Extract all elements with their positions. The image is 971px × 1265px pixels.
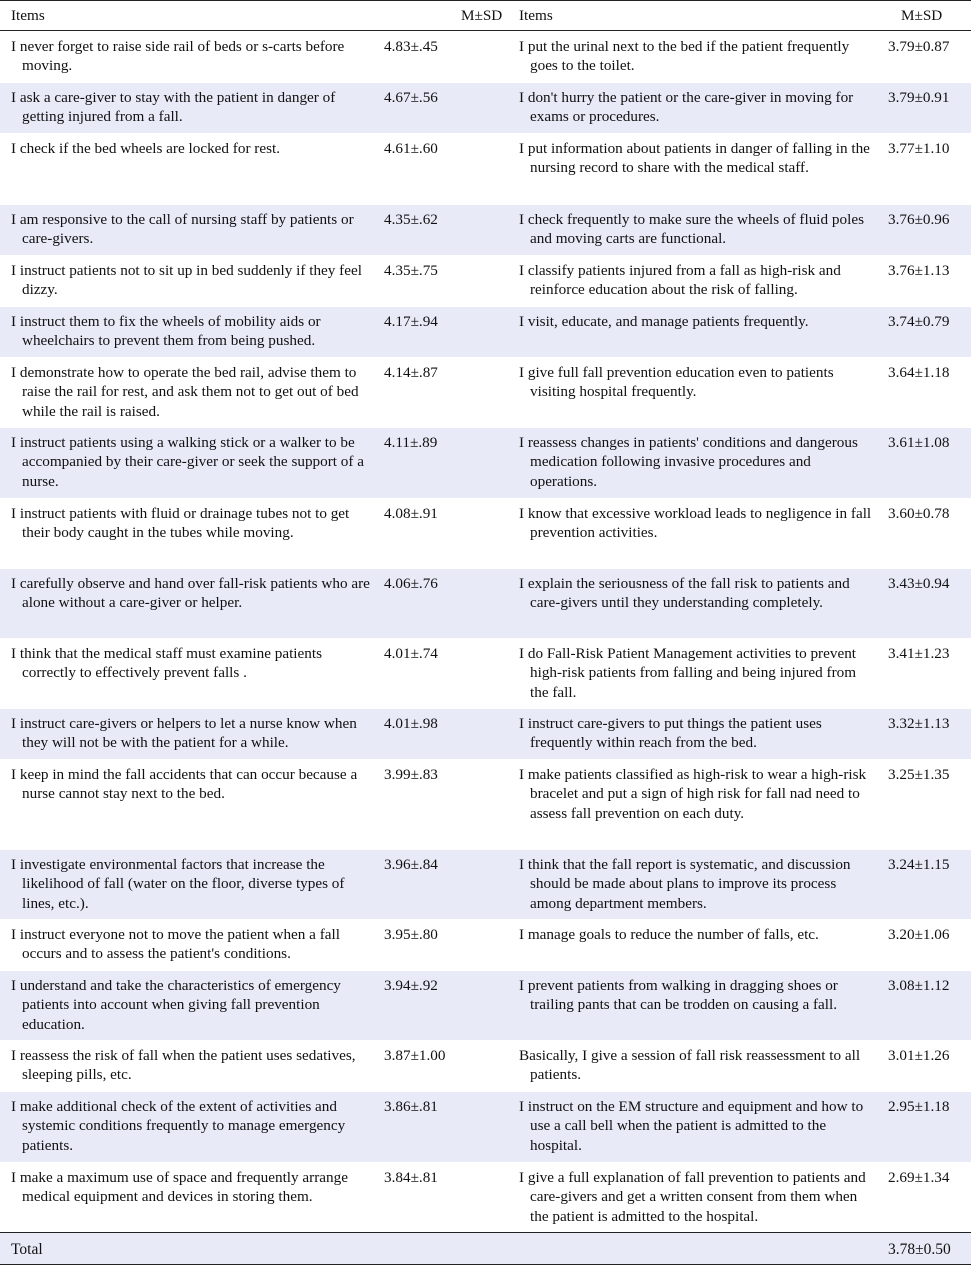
header-msd-2: M±SD: [901, 7, 943, 24]
left-item-text: I make additional check of the extent of activities and systemic conditions frequently to manage emergency patients.: [11, 1098, 346, 1154]
right-msd-value: 3.74±0.79: [888, 313, 950, 330]
left-item-cell: [0, 760, 376, 849]
left-item-text: I instruct patients using a walking stick or a walker to be accompanied by their care-giver or seek the support of a nurse.: [11, 434, 364, 490]
right-item-text: I put the urinal next to the bed if the patient frequently goes to the toilet.: [519, 38, 850, 75]
right-item-text: I instruct on the EM structure and equipment and how to use a call bell when the patient is admitted to the hospital.: [519, 1098, 864, 1154]
left-msd-value: 3.95±.80: [384, 926, 438, 943]
left-item-cell: [0, 358, 376, 427]
left-msd-value: 4.83±.45: [384, 38, 438, 55]
table-row: [0, 568, 971, 638]
left-msd-value: 4.35±.62: [384, 211, 438, 228]
left-item-text: I ask a care-giver to stay with the patient in danger of getting injured from a fall.: [11, 89, 336, 126]
right-msd-value: 3.43±0.94: [888, 575, 950, 592]
right-item-text: I put information about patients in danger of falling in the nursing record to share with the medical staff.: [519, 140, 870, 177]
table-body: [0, 31, 971, 1232]
right-item-text: I know that excessive workload leads to negligence in fall prevention activities.: [519, 505, 872, 542]
table-row: [0, 638, 971, 708]
total-right-empty: [511, 1233, 880, 1264]
left-item-cell: [0, 639, 376, 708]
left-msd-value: 4.35±.75: [384, 262, 438, 279]
table-row: [0, 133, 971, 204]
total-row: [0, 1232, 971, 1264]
left-item-cell: [0, 83, 376, 133]
right-msd-value: 3.60±0.78: [888, 505, 950, 522]
left-item-text: I instruct patients not to sit up in bed suddenly if they feel dizzy.: [11, 262, 362, 299]
right-msd-value: 3.76±1.13: [888, 262, 950, 279]
table-row: [0, 970, 971, 1040]
left-msd-value: 3.86±.81: [384, 1098, 438, 1115]
left-item-cell: [0, 569, 376, 638]
right-item-cell: [511, 205, 880, 255]
right-msd-value: 3.64±1.18: [888, 364, 950, 381]
right-msd-value: 3.20±1.06: [888, 926, 950, 943]
right-item-text: I don't hurry the patient or the care-giver in moving for exams or procedures.: [519, 89, 854, 126]
right-item-text: I classify patients injured from a fall as high-risk and reinforce education about the risk of falling.: [519, 262, 841, 299]
right-item-text: I give full fall prevention education even to patients visiting hospital frequently.: [519, 364, 834, 401]
table-row: [0, 1091, 971, 1162]
header-items: Items: [11, 7, 45, 24]
right-item-cell: [511, 639, 880, 708]
table-row: [0, 708, 971, 759]
left-item-cell: [0, 920, 376, 970]
right-item-text: I think that the fall report is systematic, and discussion should be made about plans to improve its process among department members.: [519, 856, 851, 912]
left-item-text: I investigate environmental factors that increase the likelihood of fall (water on the floor, diverse types of lines, etc.).: [11, 856, 345, 912]
table-row: [0, 498, 971, 568]
right-item-cell: [511, 1092, 880, 1162]
right-item-cell: [511, 428, 880, 498]
left-item-cell: [0, 499, 376, 568]
left-msd-value: 4.11±.89: [384, 434, 438, 451]
left-item-text: I instruct patients with fluid or drainage tubes not to get their body caught in the tubes while moving.: [11, 505, 350, 542]
table-row: [0, 204, 971, 255]
table-row: [0, 759, 971, 849]
left-item-cell: [0, 428, 376, 498]
right-msd-value: 3.08±1.12: [888, 977, 950, 994]
table-row: [0, 1162, 971, 1232]
right-item-cell: [511, 1041, 880, 1091]
right-msd-value: 3.61±1.08: [888, 434, 950, 451]
left-item-cell: [0, 709, 376, 759]
right-msd-value: 3.32±1.13: [888, 715, 950, 732]
left-item-cell: [0, 134, 376, 204]
left-item-cell: [0, 971, 376, 1040]
table-row: [0, 82, 971, 133]
table-header: [0, 1, 971, 31]
right-item-cell: [511, 358, 880, 427]
left-msd-value: 4.06±.76: [384, 575, 438, 592]
right-item-cell: [511, 760, 880, 849]
left-item-text: I instruct everyone not to move the patient when a fall occurs and to assess the patient's conditions.: [11, 926, 340, 963]
right-item-text: Basically, I give a session of fall risk reassessment to all patients.: [519, 1047, 861, 1084]
total-label: Total: [11, 1241, 43, 1258]
left-item-text: I never forget to raise side rail of beds or s-carts before moving.: [11, 38, 345, 75]
left-item-cell: [0, 850, 376, 919]
right-item-cell: [511, 850, 880, 919]
right-item-text: I give a full explanation of fall prevention to patients and care-givers and get a written consent from them when the patient is admitted to the hospital.: [519, 1169, 866, 1225]
left-msd-value: 4.01±.98: [384, 715, 438, 732]
right-item-text: I make patients classified as high-risk to wear a high-risk bracelet and put a sign of high risk for fall nad need to assess fall prevention on each duty.: [519, 766, 867, 822]
left-msd-value: 4.14±.87: [384, 364, 438, 381]
left-item-text: I reassess the risk of fall when the patient uses sedatives, sleeping pills, etc.: [11, 1047, 356, 1084]
left-item-cell: [0, 205, 376, 255]
right-item-cell: [511, 1163, 880, 1232]
total-left-empty: [376, 1233, 511, 1264]
right-msd-value: 3.77±1.10: [888, 140, 950, 157]
left-msd-value: 4.61±.60: [384, 140, 438, 157]
left-msd-value: 3.94±.92: [384, 977, 438, 994]
total-value: 3.78±0.50: [888, 1241, 951, 1258]
left-item-text: I keep in mind the fall accidents that can occur because a nurse cannot stay next to the bed.: [11, 766, 358, 803]
header-msd: M±SD: [461, 7, 503, 24]
right-item-text: I prevent patients from walking in dragging shoes or trailing pants that can be trodden on causing a fall.: [519, 977, 838, 1014]
right-msd-value: 3.79±0.91: [888, 89, 950, 106]
header-items-2: Items: [519, 7, 553, 24]
left-msd-value: 3.84±.81: [384, 1169, 438, 1186]
right-item-cell: [511, 134, 880, 204]
left-msd-value: 3.87±1.00: [384, 1047, 446, 1064]
table-row: [0, 1040, 971, 1091]
left-msd-value: 3.99±.83: [384, 766, 438, 783]
table-row: [0, 306, 971, 357]
right-item-text: I manage goals to reduce the number of falls, etc.: [519, 926, 819, 943]
right-item-text: I reassess changes in patients' conditions and dangerous medication following invasive procedures and operations.: [519, 434, 858, 490]
right-msd-value: 2.95±1.18: [888, 1098, 950, 1115]
right-item-cell: [511, 971, 880, 1040]
left-msd-value: 4.08±.91: [384, 505, 438, 522]
table-row: [0, 357, 971, 427]
left-item-cell: [0, 1092, 376, 1162]
right-item-cell: [511, 569, 880, 638]
left-item-text: I understand and take the characteristics of emergency patients into account when giving fall prevention education.: [11, 977, 341, 1033]
left-item-cell: [0, 1041, 376, 1091]
right-item-cell: [511, 920, 880, 970]
table-row: [0, 255, 971, 306]
right-item-cell: [511, 32, 880, 82]
left-item-text: I instruct them to fix the wheels of mobility aids or wheelchairs to prevent them from being pushed.: [11, 313, 321, 350]
right-item-cell: [511, 83, 880, 133]
table-row: [0, 849, 971, 919]
right-item-text: I visit, educate, and manage patients frequently.: [519, 313, 809, 330]
left-item-text: I think that the medical staff must examine patients correctly to effectively prevent falls .: [11, 645, 322, 682]
right-msd-value: 3.76±0.96: [888, 211, 950, 228]
right-item-cell: [511, 499, 880, 568]
left-item-text: I check if the bed wheels are locked for rest.: [11, 140, 281, 157]
right-msd-value: 3.41±1.23: [888, 645, 950, 662]
left-msd-value: 4.67±.56: [384, 89, 438, 106]
left-item-cell: [0, 256, 376, 306]
right-msd-value: 3.79±0.87: [888, 38, 950, 55]
right-item-cell: [511, 307, 880, 357]
left-msd-value: 4.01±.74: [384, 645, 438, 662]
right-msd-value: 3.24±1.15: [888, 856, 950, 873]
right-item-text: I do Fall-Risk Patient Management activities to prevent high-risk patients from falling and being injured from the fall.: [519, 645, 857, 701]
left-item-text: I make a maximum use of space and frequently arrange medical equipment and devices in storing them.: [11, 1169, 348, 1206]
right-msd-value: 3.25±1.35: [888, 766, 950, 783]
left-msd-value: 3.96±.84: [384, 856, 438, 873]
left-item-cell: [0, 32, 376, 82]
right-item-text: I instruct care-givers to put things the patient uses frequently within reach from the bed.: [519, 715, 822, 752]
left-msd-value: 4.17±.94: [384, 313, 438, 330]
left-item-text: I carefully observe and hand over fall-risk patients who are alone without a care-giver or helper.: [11, 575, 370, 612]
right-item-text: I explain the seriousness of the fall risk to patients and care-givers until they understanding completely.: [519, 575, 850, 612]
right-msd-value: 3.01±1.26: [888, 1047, 950, 1064]
table-row: [0, 919, 971, 970]
left-item-text: I instruct care-givers or helpers to let a nurse know when they will not be with the patient for a while.: [11, 715, 357, 752]
table-row: [0, 427, 971, 498]
left-item-text: I am responsive to the call of nursing staff by patients or care-givers.: [11, 211, 354, 248]
left-item-cell: [0, 1163, 376, 1232]
left-item-text: I demonstrate how to operate the bed rail, advise them to raise the rail for rest, and ask them not to get out of bed while the rail is raised.: [11, 364, 359, 420]
left-item-cell: [0, 307, 376, 357]
right-item-text: I check frequently to make sure the wheels of fluid poles and moving carts are functional.: [519, 211, 864, 248]
table-row: [0, 31, 971, 82]
right-item-cell: [511, 709, 880, 759]
right-msd-value: 2.69±1.34: [888, 1169, 950, 1186]
right-item-cell: [511, 256, 880, 306]
